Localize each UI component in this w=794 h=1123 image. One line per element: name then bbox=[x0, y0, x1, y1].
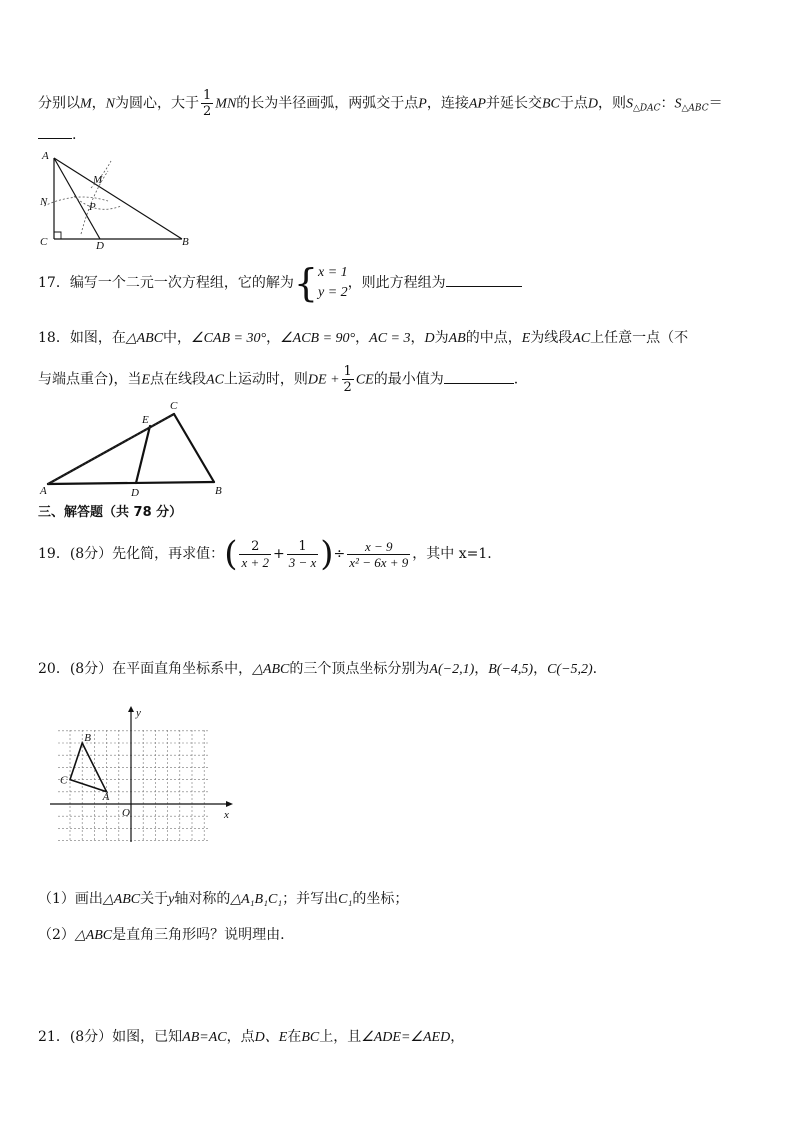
section-title: 三、解答题（共 78 分） bbox=[38, 505, 183, 520]
q20-point-c: C(−5,2) bbox=[547, 662, 593, 677]
q16-text: 并延长交 bbox=[485, 95, 542, 112]
q16-line bbox=[38, 88, 723, 119]
q20-sub-var-y: y bbox=[168, 892, 175, 907]
q16-text: 于点 bbox=[559, 95, 588, 112]
q18-var-ac: AC bbox=[572, 331, 591, 346]
q21-points: D、E bbox=[254, 1030, 288, 1045]
q16-fraction bbox=[201, 88, 213, 119]
q20-sub1 bbox=[38, 889, 408, 910]
q17-eq2: y = 2 bbox=[318, 285, 348, 300]
q16-var-p: P bbox=[418, 96, 427, 112]
q18-text: 上运动时，则 bbox=[223, 371, 308, 388]
q18-line1 bbox=[38, 328, 688, 349]
q18-text: 为 bbox=[434, 330, 449, 346]
q18-sep: ， bbox=[355, 330, 370, 346]
q18-text: 上任意一点（不 bbox=[590, 330, 689, 346]
q16-var-mn: MN bbox=[215, 96, 237, 112]
frac-denominator: x + 2 bbox=[241, 554, 269, 570]
q20-sub2 bbox=[38, 925, 285, 946]
q18-text: 与端点重合)，当 bbox=[38, 371, 142, 388]
q21-text: ，点 bbox=[226, 1029, 255, 1045]
q17-text: ，则此方程组为 bbox=[347, 275, 446, 291]
q17-eq1: x = 1 bbox=[318, 265, 348, 280]
q19-text: ，其中 x=1. bbox=[412, 546, 492, 562]
q18-var-e: E bbox=[141, 372, 151, 388]
q16-sep: ， bbox=[91, 95, 106, 112]
q18-var-e: E bbox=[521, 331, 531, 346]
q16-var-m: M bbox=[80, 96, 92, 112]
q16-period: . bbox=[72, 127, 77, 143]
right-angle-mark bbox=[54, 232, 61, 239]
frac-denominator: x² − 6x + 9 bbox=[349, 554, 409, 570]
frac-numerator: 2 bbox=[239, 539, 271, 555]
q20-sep: ， bbox=[474, 661, 489, 677]
q19-line bbox=[38, 534, 492, 574]
q21-var-bc: BC bbox=[301, 1030, 320, 1045]
q16-area-sub2: △ABC bbox=[681, 103, 709, 114]
q16-area-s2: S bbox=[674, 96, 682, 112]
q18-fraction bbox=[342, 364, 354, 395]
q21-text: ， bbox=[450, 1029, 465, 1045]
q18-period: . bbox=[513, 371, 519, 388]
q18-sep: ， bbox=[410, 330, 425, 346]
side-cb bbox=[174, 414, 214, 482]
label-b: B bbox=[84, 732, 91, 744]
q16-var-d: D bbox=[587, 96, 598, 112]
frac-numerator: 1 bbox=[343, 364, 352, 379]
q16-text: 的长为半径画弧，两弧交于点 bbox=[236, 95, 419, 112]
y-axis-arrow bbox=[128, 706, 134, 712]
q18-text: 点在线段 bbox=[150, 371, 207, 388]
q21-text: 上，且 bbox=[319, 1029, 362, 1045]
q20-grid-figure bbox=[50, 706, 236, 846]
q18-text: 为线段 bbox=[530, 330, 573, 346]
q20-sub-text: （2） bbox=[38, 927, 75, 943]
q16-figure bbox=[36, 146, 196, 250]
q18-angle2: ∠ACB = 90° bbox=[280, 331, 356, 346]
q18-figure bbox=[38, 398, 230, 498]
q18-triangle: △ABC bbox=[125, 331, 164, 346]
q18-sep: ， bbox=[266, 330, 281, 346]
q20-sub-text: ；并写出 bbox=[282, 891, 339, 907]
q18-text: 的中点， bbox=[465, 330, 522, 346]
label-o: O bbox=[122, 807, 130, 819]
q21-condition1: AB=AC bbox=[182, 1030, 227, 1045]
q17-answer-blank bbox=[446, 272, 522, 287]
q20-line bbox=[38, 659, 597, 680]
q20-sub-text: 关于 bbox=[140, 891, 169, 907]
q20-sep: ， bbox=[533, 661, 548, 677]
q16-area-sub1: △DAC bbox=[632, 103, 661, 114]
q16-var-ap: AP bbox=[468, 96, 486, 112]
label-p: P bbox=[89, 201, 96, 213]
frac-denominator: 2 bbox=[203, 104, 212, 119]
label-c: C bbox=[40, 236, 48, 248]
q20-sub-triangle: △ABC bbox=[102, 892, 141, 907]
q19-paren-open: ( bbox=[224, 534, 238, 574]
q18-angle1: ∠CAB = 30° bbox=[191, 331, 267, 346]
label-a: A bbox=[102, 790, 110, 803]
side-ab bbox=[48, 482, 214, 484]
q16-text: 分别以 bbox=[38, 95, 80, 112]
q18-ac: AC = 3 bbox=[369, 331, 411, 346]
q19-paren-close: ) bbox=[320, 534, 334, 574]
q18-expr-ce: CE bbox=[355, 372, 374, 388]
q20-triangle: △ABC bbox=[252, 662, 290, 677]
q19-fraction3 bbox=[347, 539, 410, 570]
q17-text: 17．编写一个二元一次方程组，它的解为 bbox=[38, 275, 294, 291]
q18-var-ac: AC bbox=[206, 372, 224, 388]
q18-expr-de: DE + bbox=[307, 372, 340, 388]
q20-sub-text: （1）画出 bbox=[38, 891, 103, 907]
q20-sub-triangle: △ABC bbox=[74, 928, 113, 943]
label-a: A bbox=[42, 150, 49, 162]
frac-denominator: 2 bbox=[343, 380, 352, 395]
q18-answer-blank bbox=[444, 369, 514, 384]
label-c: C bbox=[170, 400, 178, 412]
q18-line2 bbox=[38, 364, 518, 395]
q19-plus: + bbox=[273, 546, 285, 562]
q18-var-d: D bbox=[424, 331, 435, 346]
q18-var-ab: AB bbox=[448, 331, 466, 346]
q20-text: 的三个顶点坐标分别为 bbox=[289, 661, 430, 677]
label-n: N bbox=[40, 196, 48, 208]
label-c: C bbox=[60, 774, 68, 787]
q16-var-bc: BC bbox=[541, 96, 560, 112]
q21-text: 在 bbox=[287, 1029, 302, 1045]
q16-colon: ： bbox=[660, 95, 675, 112]
q20-text: 20．(8分）在平面直角坐标系中， bbox=[38, 661, 253, 677]
label-d: D bbox=[131, 487, 139, 498]
x-axis-arrow bbox=[226, 801, 233, 807]
q20-point-b: B(−4,5) bbox=[488, 662, 534, 677]
q18-text: 18．如图，在 bbox=[38, 330, 126, 346]
label-a: A bbox=[40, 485, 47, 497]
q17-system bbox=[318, 263, 348, 303]
q19-text: 19．(8分）先化简，再求值： bbox=[38, 546, 225, 562]
q16-answer-blank bbox=[38, 124, 72, 139]
q20-sub-text: 是直角三角形吗？说明理由. bbox=[112, 927, 285, 943]
frac-numerator: x − 9 bbox=[347, 539, 410, 555]
q21-condition2: ∠ADE=∠AED bbox=[361, 1030, 451, 1045]
q20-period: . bbox=[592, 661, 598, 677]
q16-var-n: N bbox=[105, 96, 116, 112]
label-m: M bbox=[93, 174, 103, 186]
q18-text: 中， bbox=[163, 330, 192, 346]
q21-text: 21．(8分）如图，已知 bbox=[38, 1029, 183, 1045]
q20-sub-text: 轴对称的 bbox=[174, 891, 231, 907]
q16-answer-line bbox=[38, 124, 76, 145]
frac-numerator: 1 bbox=[203, 88, 212, 103]
q16-area-s1: S bbox=[625, 96, 633, 112]
label-b: B bbox=[215, 485, 222, 497]
q16-text: ，连接 bbox=[426, 95, 469, 112]
q20-sub-text: 的坐标； bbox=[352, 891, 409, 907]
q19-fraction1 bbox=[239, 539, 271, 570]
frac-denominator: 3 − x bbox=[288, 554, 317, 570]
q18-text: 的最小值为 bbox=[373, 371, 444, 388]
label-e: E bbox=[142, 414, 149, 426]
q16-equals: ＝ bbox=[708, 95, 723, 112]
q16-text: 为圆心，大于 bbox=[115, 95, 200, 112]
q21-line bbox=[38, 1027, 464, 1048]
frac-numerator: 1 bbox=[287, 539, 319, 555]
q17-line bbox=[38, 258, 522, 308]
q20-sub-triangle2: △A₁B₁C₁ bbox=[230, 892, 283, 907]
q19-divide: ÷ bbox=[333, 546, 346, 562]
q19-fraction2 bbox=[287, 539, 319, 570]
label-d: D bbox=[96, 240, 104, 250]
q16-text: ，则 bbox=[597, 95, 626, 112]
q20-sub-var-c1: C₁ bbox=[338, 892, 353, 907]
q17-brace: { bbox=[293, 261, 319, 305]
label-y: y bbox=[136, 707, 141, 719]
q20-point-a: A(−2,1) bbox=[429, 662, 475, 677]
label-x: x bbox=[224, 809, 229, 821]
label-b: B bbox=[182, 236, 189, 248]
side-ab bbox=[54, 158, 182, 239]
arc-p2 bbox=[74, 196, 121, 209]
